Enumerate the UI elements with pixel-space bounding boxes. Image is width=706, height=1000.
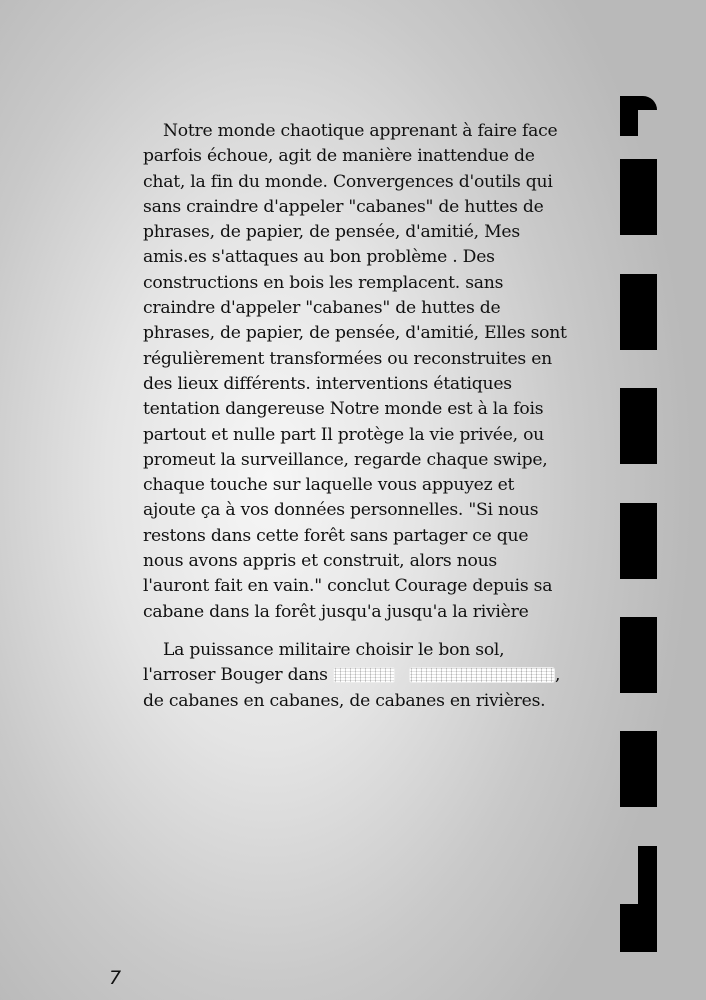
margin-mark <box>620 274 657 350</box>
text-line: des lieux différents. interventions étatiques <box>143 373 512 394</box>
text-line: Notre monde chaotique apprenant à faire face <box>163 121 558 141</box>
text-line: chaque touche sur laquelle vous appuyez et <box>143 475 515 496</box>
margin-mark-bottom-hook-foot <box>620 904 657 952</box>
paragraph-gap <box>143 625 613 638</box>
text-line: partout et nulle part Il protège la vie privée, ou <box>143 424 544 445</box>
text-line: promeut la surveillance, regarde chaque swipe, <box>143 449 548 470</box>
text-line: chat, la fin du monde. Convergences d'outils qui <box>143 171 553 192</box>
text-line: l'auront fait en vain." conclut Courage depuis sa <box>143 576 553 597</box>
glitched-word <box>409 667 555 683</box>
margin-mark <box>620 503 657 579</box>
text-line: phrases, de papier, de pensée, d'amitié, Mes <box>143 222 520 243</box>
text-fragment: l'arroser Bouger dans <box>143 665 328 686</box>
text-line: restons dans cette forêt sans partager ce que <box>143 525 529 546</box>
text-line: de cabanes en cabanes, de cabanes en rivières. <box>143 690 546 711</box>
text-fragment: , <box>554 665 561 686</box>
page-number: 7 <box>109 967 122 989</box>
text-line: parfois échoue, agit de manière inattendue de <box>143 146 535 167</box>
margin-mark-top-hook-stem <box>620 96 638 136</box>
text-line: constructions en bois les remplacent. sans <box>143 272 504 293</box>
text-line: sans craindre d'appeler "cabanes" de huttes de <box>143 196 544 217</box>
text-line: craindre d'appeler "cabanes" de huttes de <box>143 298 501 319</box>
text-line: phrases, de papier, de pensée, d'amitié, Elles sont <box>143 323 567 344</box>
text-line: régulièrement transformées ou reconstruites en <box>143 348 552 369</box>
margin-mark <box>620 159 657 235</box>
glitched-word <box>333 667 395 683</box>
text-line: nous avons appris et construit, alors nous <box>143 551 498 572</box>
body-text <box>143 119 613 714</box>
text-line: ajoute ça à vos données personnelles. "Si nous <box>143 500 539 521</box>
margin-mark <box>620 617 657 693</box>
margin-mark <box>620 388 657 464</box>
text-line: tentation dangereuse Notre monde est à la fois <box>143 399 544 420</box>
margin-mark <box>620 731 657 807</box>
text-line: La puissance militaire choisir le bon sol, <box>163 639 505 660</box>
text-line: cabane dans la forêt jusqu'a jusqu'a la rivière <box>143 601 529 622</box>
text-line <box>143 663 613 688</box>
text-line: amis.es s'attaques au bon problème . Des <box>143 247 495 268</box>
